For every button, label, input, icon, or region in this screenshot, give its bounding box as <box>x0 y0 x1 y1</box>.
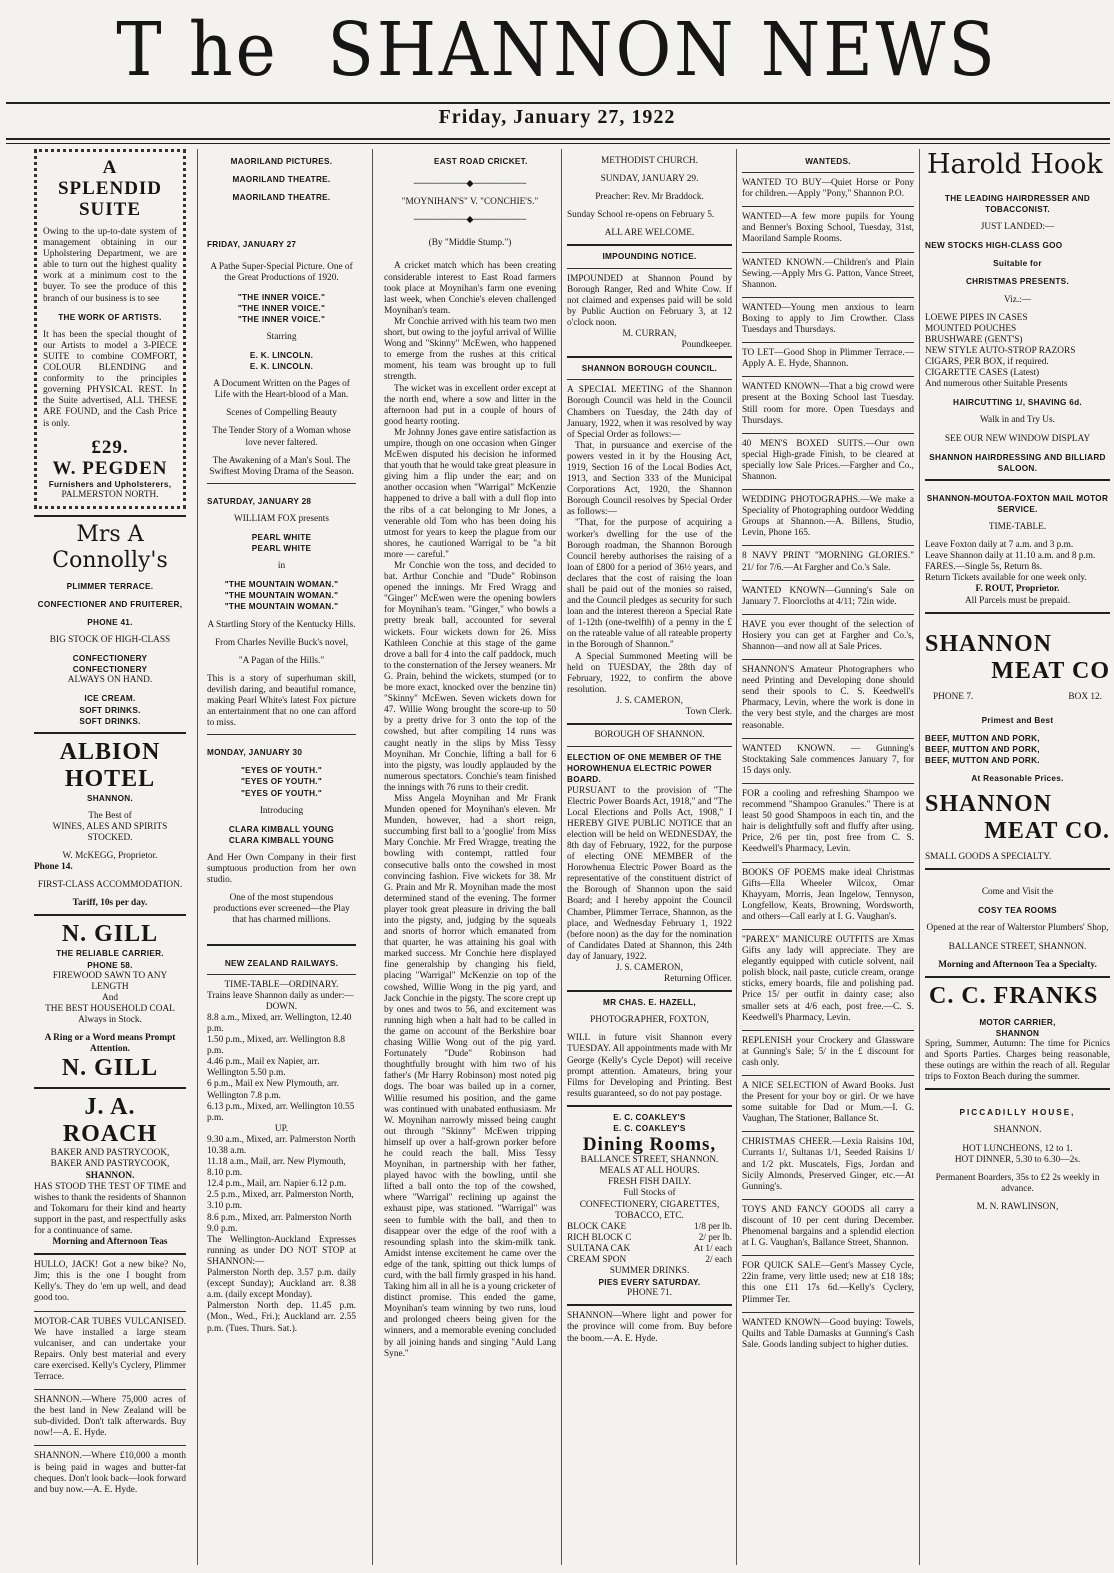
screening-text: This is a story of superhuman skill, devilish daring, and beautiful romance, making Pearl White's latest Fox picture an entertainment that no one can afford to miss. <box>207 673 356 729</box>
advert-body: Owing to the up-to-date system of management obtaining in our Upholstering Department, we are able to turn out the highest quality work at a minimum cost to the buyer. To see the produce of this branch of our business is to see <box>43 227 177 304</box>
wanted-advert: WANTED KNOWN—Gunning's Sale on January 7. Floorcloths at 4/11; 72in wide. <box>742 585 914 607</box>
picc-line: HOT LUNCHEONS, 12 to 1. <box>962 1143 1073 1154</box>
gill-line: A Ring or a Word means Prompt Attention. <box>44 1033 176 1055</box>
train-entry: 8.8 a.m., Mixed, arr. Wellington, 12.40 p.m. <box>207 1012 352 1034</box>
wanted-advert: WANTED KNOWN—That a big crowd were present at the Boxing School last Tuesday. Still room for more. Open Tuesdays and Thursdays. <box>742 382 914 426</box>
rule <box>742 342 914 343</box>
screening-text: A Pathe Super-Special Picture. One of the Great Productions of 1920. <box>210 262 353 284</box>
church-heading: METHODIST CHURCH. <box>601 156 698 166</box>
mail-heading: SHANNON-MOUTOA-FOXTON MAIL MOTOR SERVICE. <box>926 493 1109 514</box>
meat-line: BEEF, MUTTON AND PORK, <box>925 744 1040 754</box>
picc-line: HOT DINNER, 5.30 to 6.30—2s. <box>954 1154 1081 1165</box>
notice-body: That, in pursuance and exercise of the powers vested in it by the Housing Act, 1919, Section 16 of the Local Bodies Act, 1913, and Section 333 of the Municipal Corporations Act, 1920, the Shannon Borough Council resolves by Special Order as follows:— <box>567 440 732 518</box>
wanted-advert: TOYS AND FANCY GOODS all carry a discount of 10 per cent during December. Phenomenal bargains and a splendid election at I. G. Vaughan's, Ballance Street, Shannon. <box>742 1204 914 1249</box>
rule <box>742 545 914 546</box>
mail-line: All Parcels must be prepaid. <box>964 595 1071 606</box>
advert-town: PALMERSTON NORTH. <box>61 489 159 500</box>
small-advert: HULLO, JACK! Got a new bike? No, Jim; this is the one I bought from Kelly's. They do 'em up well, and dead good too. <box>34 1260 186 1304</box>
gill-line: PHONE 58. <box>87 960 133 970</box>
pegden-advert <box>34 149 186 509</box>
price-row: CREAM SPON 2/ each <box>567 1254 732 1265</box>
hook-item: LOEWE PIPES IN CASES <box>925 312 1028 323</box>
rule <box>925 612 1110 614</box>
meat-name: SHANNON <box>925 630 1053 657</box>
advert-line: CONFECTIONERY, CIGARETTES, TOBACCO, ETC. <box>579 1199 720 1221</box>
picc-line: M. N. RAWLINSON, <box>976 1201 1059 1212</box>
hook-line: Suitable for <box>993 259 1042 269</box>
hook-line: SEE OUR NEW WINDOW DISPLAY <box>944 433 1091 444</box>
mail-line: FARES.—Single 5s, Return 8s. <box>925 562 1043 573</box>
rule <box>34 1253 186 1255</box>
notice-signature: M. CURRAN, <box>622 329 677 340</box>
wanted-advert: "PAREX" MANICURE OUTFITS are Xmas Gifts any lady will appreciate. They are elegantly equipped with cuticle solvent, nail polish block, nail paste, cuticle cream, orange sticks, emery boards, file and polishing pad. Price 15/ per outfit in dainty case; also smaller sets at 4/6 each, post free.—C. S. Keedwell's Pharmacy, Levin. <box>742 934 914 1023</box>
advert-business-name: Dining Rooms, <box>582 1134 717 1156</box>
price-row: RICH BLOCK C 2/ per lb. <box>567 1232 732 1243</box>
rule <box>207 734 356 735</box>
film-star: PEARL WHITE <box>251 544 312 554</box>
train-entry: 9.30 a.m., Mixed, arr. Palmerston North 10.38 a.m. <box>207 1134 356 1156</box>
rule <box>567 1105 732 1107</box>
hook-line: JUST LANDED:— <box>980 222 1055 233</box>
advert-letter: A <box>102 157 118 178</box>
wanted-advert: BOOKS OF POEMS make ideal Christmas Gifts—Ella Wheeler Wilcox, Omar Khayyam, Morris, Jean Ingelow, Tennyson, Longfellow, Keats, Browning, Wordsworth, and others—Call early at I. G. Vaughan's. <box>742 867 914 922</box>
screening-text: Introducing <box>259 805 304 816</box>
hook-line: SHANNON HAIRDRESSING AND BILLIARD SALOON. <box>929 452 1106 473</box>
albion-line: WINES, ALES AND SPIRITS STOCKED. <box>52 821 168 843</box>
article-paragraph: Mr Conchie arrived with his team two men short, but owing to the joyful arrival of Willie Wong and "Skinny" McEwen, who happened to emerge from the rushes at this critical moment, his team was brought up to full strength. <box>384 316 556 383</box>
advert-body: WILL in future visit Shannon every TUESDAY. All appointments made with Mr George (Kelly's Cycle Depot) will receive prompt attention. Amateurs, bring your Films for Developing and Printing. Best results guaranteed, so do not pay postage. <box>567 1033 732 1099</box>
church-text: ALL ARE WELCOME. <box>604 228 695 239</box>
rule <box>742 862 914 863</box>
meat-phone: PHONE 7. <box>933 691 974 702</box>
meat-name: MEAT CO. <box>984 818 1110 845</box>
advert-heading: E. C. COAKLEY'S <box>613 1124 686 1134</box>
advert-line: MEALS AT ALL HOURS. <box>599 1166 700 1177</box>
advert-headline: SUITE <box>78 199 142 220</box>
article-paragraph: Mr Conchie won the toss, and decided to bat. Arthur Conchie and "Dude" Robinson opened the innings. Mr Fred Wragg and "Ginger" McEwen were the opening bowlers for Moynihan's team. "Ginger," who bowls a pretty break ball, accounted for several wickets. Four wickets down for 26. Miss Kathleen Conchie at this stage of the game drove a ball for 4 into the calf paddock, much to the consternation of the Jersey weaners. Mr G. Prain, behind the wickets, stumped (or to be more exact, knocked over the benzine tin) "Skinny" McEwen. Seven wickets down for 47. Willie Wong brought the score-up to 50 by a pretty drive for 3 onto the top of the cowshed, but after compiling 14 runs was caught neatly in the slips by Miss Tessy Moynihan. Mr Conchie, lifting a ball for 6 into the pigsty, was loudly applauded by the numerous spectators. Conchie's team finished the innings with 76 runs to their credit. <box>384 561 556 793</box>
film-title: "EYES OF YOUTH." <box>240 766 323 776</box>
rule <box>925 479 1110 481</box>
gill-line: THE BEST HOUSEHOLD COAL <box>45 1003 175 1014</box>
connolly-line: SOFT DRINKS. <box>79 705 141 715</box>
train-entry: 4.46 p.m., Mail ex Napier, arr. Wellington 5.50 p.m. <box>207 1057 320 1079</box>
rule <box>207 483 356 484</box>
meat-line: Primest and Best <box>981 715 1054 725</box>
church-text: Sunday School re-opens on February 5. <box>567 210 715 221</box>
column-divider <box>919 149 920 1565</box>
meat-line: BEEF, MUTTON AND PORK. <box>925 756 1040 765</box>
franks-line: MOTOR CARRIER, <box>979 1017 1056 1027</box>
rule <box>567 268 732 269</box>
rule <box>742 614 914 615</box>
notice-body: A Special Summoned Meeting will be held on TUESDAY, the 28th day of February, 1922, to confirm the above resolution. <box>567 651 732 695</box>
mail-line: Leave Shannon daily at 11.10 a.m. and 8 p.m. <box>925 551 1096 562</box>
meat-line: SMALL GOODS A SPECIALTY. <box>925 852 1052 863</box>
film-title: "EYES OF YOUTH." <box>240 777 323 787</box>
advert-headline: SPLENDID <box>57 178 163 199</box>
masthead <box>0 0 1114 102</box>
meat-line: BEEF, MUTTON AND PORK, <box>925 733 1040 743</box>
tea-line: Opened at the rear of Walterstor Plumbers' Shop, <box>926 923 1109 934</box>
connolly-line: CONFECTIONERY <box>72 654 148 664</box>
small-advert: MOTOR-CAR TUBES VULCANISED. We have installed a large steam vulcaniser, and can undertake your Repairs. Only best material and every care exercised. Kelly's Cyclery, Plimmer Terrace. <box>34 1316 186 1382</box>
wanted-advert: 40 MEN'S BOXED SUITS.—Our own special High-grade Finish, to be cleared at specially low Sale Prices.—Fargher and Co., Shannon. <box>742 438 914 482</box>
mail-line: TIME-TABLE. <box>988 521 1047 532</box>
rule <box>742 489 914 490</box>
screening-text: Starring <box>266 331 297 342</box>
article-heading: EAST ROAD CRICKET. <box>434 157 528 166</box>
rule <box>742 172 914 173</box>
wanted-advert: WANTED—A few more pupils for Young and Benner's Boxing School, Tuesday, 31st, Maoriland Sample Rooms. <box>742 212 914 245</box>
hook-name: Harold Hook <box>927 149 1103 180</box>
rule <box>742 252 914 253</box>
wanteds-heading: WANTEDS. <box>805 157 851 166</box>
small-advert: SHANNON.—Where £10,000 a month is being paid in wages and butter-fat cheques. Don't look back—look forward and buy now.—A. E. Hyde. <box>34 1451 186 1495</box>
hook-line: HAIRCUTTING 1/, SHAVING 6d. <box>953 398 1082 408</box>
notice-signature: Poundkeeper. <box>681 340 732 351</box>
advert-trade: Furnishers and Upholsterers, <box>48 479 172 489</box>
cinema-heading: MAORILAND THEATRE. <box>232 193 331 203</box>
wanted-advert: HAVE you ever thought of the selection of Hosiery you can get at Fargher and Co.'s, Shannon—and now all at Sale Prices. <box>742 619 914 652</box>
cinema-heading: MAORILAND PICTURES. <box>230 157 333 166</box>
hook-line: Viz.:— <box>1003 294 1032 305</box>
advert-price: £29. <box>91 436 129 458</box>
gill-line: FIREWOOD SAWN TO ANY LENGTH <box>52 970 168 992</box>
railways-subheading: TIME-TABLE—ORDINARY. <box>224 979 339 990</box>
albion-tariff: Tariff, 10s per day. <box>72 898 148 909</box>
albion-line: The Best of <box>88 810 132 821</box>
advert-subheading: PHOTOGRAPHER, FOXTON, <box>590 1015 709 1026</box>
wanted-advert: FOR QUICK SALE—Gent's Massey Cycle, 22in frame, very little used; new at £18 18s; this one £11 17s 6d.—Kelly's Cyclery, Plimmer Ter. <box>742 1261 914 1305</box>
film-title: "THE INNER VOICE." <box>237 303 326 313</box>
railways-text: The Wellington-Auckland Expresses running as under DO NOT STOP at SHANNON:— <box>207 1234 356 1267</box>
roach-trade: BAKER AND PASTRYCOOK, <box>50 1148 170 1159</box>
rule <box>742 738 914 739</box>
notice-heading: ELECTION OF ONE MEMBER OF THE HOROWHENUA ELECTRIC POWER BOARD. <box>567 753 722 785</box>
advert-heading: MR CHAS. E. HAZELL, <box>602 998 697 1008</box>
screening-day: FRIDAY, JANUARY 27 <box>207 240 297 250</box>
rule <box>207 944 356 946</box>
screening-text: The Tender Story of a Woman whose love never faltered. <box>212 426 351 448</box>
railways-heading: NEW ZEALAND RAILWAYS. <box>224 958 339 968</box>
notice-signature: Returning Officer. <box>664 974 732 985</box>
rule <box>742 206 914 207</box>
rule <box>742 1030 914 1031</box>
rule <box>742 297 914 298</box>
church-preacher: Preacher: Rev. Mr Braddock. <box>595 192 704 203</box>
hook-item: CIGARETTE CASES (Latest) <box>925 368 1040 379</box>
price-row: BLOCK CAKE 1/8 per lb. <box>567 1221 732 1232</box>
screening-text: One of the most stupendous productions ever screened—the Play that has charmed millions. <box>213 893 350 926</box>
dateline-rule-thin <box>6 143 1110 144</box>
rule <box>567 990 732 992</box>
hook-item: And numerous other Suitable Presents <box>925 379 1068 390</box>
notice-signature: J. S. CAMERON, <box>616 695 683 706</box>
film-title: "THE MOUNTAIN WOMAN." <box>224 602 339 612</box>
column-4 <box>563 149 736 1565</box>
rule <box>34 1087 186 1089</box>
rule <box>207 974 356 975</box>
train-entry: 11.18 a.m., Mail, arr. New Plymouth, 8.10 p.m. <box>207 1157 346 1179</box>
mail-line: Leave Foxton daily at 7 a.m. and 3 p.m. <box>925 540 1074 551</box>
column-divider <box>736 149 737 1565</box>
connolly-phone: PHONE 41. <box>87 617 133 627</box>
notice-heading: SHANNON BOROUGH COUNCIL. <box>581 364 718 374</box>
hook-line: NEW STOCKS HIGH-CLASS GOO <box>925 241 1063 251</box>
wanted-advert: WEDDING PHOTOGRAPHS.—We make a Speciality of Photographing outdoor Wedding Groups at Shannon.—A. Billens, Studio, Levin, Phone 165. <box>742 495 914 539</box>
rule <box>34 1389 186 1390</box>
wanted-advert: WANTED—Young men anxious to learn Boxing to apply to Jim Crowther. Class Tuesdays and Thursdays. <box>742 302 914 336</box>
meat-contact <box>925 692 1110 703</box>
rule <box>567 244 732 246</box>
screening-text: Scenes of Compelling Beauty <box>226 408 337 419</box>
train-entry: 8.6 p.m., Mixed, arr. Palmerston North 9.0 p.m. <box>207 1212 352 1234</box>
gill-line: Always in Stock. <box>78 1015 142 1026</box>
screening-text: in <box>277 561 286 572</box>
wanted-advert: A NICE SELECTION of Award Books. Just the Present for your boy or girl. Or we have some suitable for Dad or Mum.—I. G. Vaughan, The Stationer, Ballance St. <box>742 1081 914 1125</box>
meat-line: At Reasonable Prices. <box>971 774 1064 784</box>
rule <box>742 1199 914 1200</box>
advert-phone: PHONE 71. <box>627 1288 672 1299</box>
column-1 <box>30 149 190 1565</box>
advert-line: FRESH FISH DAILY. <box>608 1177 691 1188</box>
gill-line: And <box>101 992 118 1003</box>
mail-line: F. ROUT, Proprietor. <box>975 584 1060 595</box>
notice-signature: Town Clerk. <box>685 707 732 718</box>
wanted-advert: FOR a cooling and refreshing Shampoo we recommend "Shampoo Granules." There is at least 50 good Shampoos in each tin, and the hair is delightfully soft and fluffy after using. Price, 2/6 per tin, post free from C. S. Keedwell's Pharmacy, Levin. <box>742 788 914 855</box>
hook-line: CHRISTMAS PRESENTS. <box>965 277 1070 287</box>
notice-signature: J. S. CAMERON, <box>616 963 683 973</box>
wanted-advert: WANTED KNOWN—Good buying: Towels, Quilts and Table Damasks at Gunning's Cash Sale. Goods landing subject to higher duties. <box>742 1317 914 1350</box>
roach-name: J. A. ROACH <box>62 1094 158 1148</box>
wanted-advert: SHANNON'S Amateur Photographers who need Printing and Developing done should send their spools to C. S. Keedwell's Pharmacy, Levin, where the work is done in the very best style, and the charges are most reasonable. <box>742 665 914 731</box>
title-the: T he <box>116 7 279 93</box>
railways-direction: DOWN. <box>265 1001 298 1012</box>
rule <box>925 868 1110 870</box>
train-entry: 12.4 p.m., Mail, arr. Napier 6.12 p.m. <box>207 1179 347 1190</box>
advert-line: PIES EVERY SATURDAY. <box>598 1278 701 1288</box>
franks-line: SHANNON <box>995 1028 1040 1038</box>
small-advert: SHANNON—Where light and power for the province will come from. Buy before the boom.—A. E. Hyde. <box>567 1311 732 1344</box>
hook-trade: THE LEADING HAIRDRESSER AND TOBACCONIST. <box>944 194 1091 215</box>
column-2 <box>203 149 360 1565</box>
connolly-stock: BIG STOCK OF HIGH-CLASS <box>49 635 171 646</box>
wanted-advert: WANTED KNOWN. — Gunning's Stocktaking Sale commences January 7, for 15 days only. <box>742 743 914 776</box>
newspaper-title <box>45 0 1070 100</box>
picc-line: SHANNON. <box>993 1125 1042 1136</box>
church-date: SUNDAY, JANUARY 29. <box>600 174 699 185</box>
tea-line: Morning and Afternoon Tea a Specialty. <box>938 959 1097 970</box>
article-paragraph: Miss Angela Moynihan and Mr Frank Munden opened for Moynihan's eleven. Mr Munden, however, had a short reign, succumbing first ball to a 'googlie' from Miss Mary Conchie. Mr Fred Wragge, treating the bowling with contempt, rattled four consecutive balls onto the cowshed in most convincing fashion. Five wickets for 38. Mr G. Prain and Mr R. Moynihan made the most determined stand of the evening. The former player took great pleasure in driving the ball into the pigsty, and, judging by the squeals and snorts of horror which emanated from that quarter, he was attaining his goal with marked success. Mr Conchie here displayed fine generalship by changing his field, placing "Warrigal" McKenzie on top of the cowshed, Willie Wong in the pig yard, and Jack Conchie in the pigsty. The score crept up by ones and twos to 56, and excitement was running high when a halt had to be called in the game on account of the Berkshire boar chasing Willie Wong out of the pig yard. Fortunately "Dude" Robinson had thoughtfully brought with him two of his father's (Mr Harry Robinson) most noted pig dogs. The boar was bailed up in a corner, Willie resumed his position, and the game was continued with unabated enthusiasm. Mr W. Moynihan narrowly missed being caught out through "Skinny" McEwen tripping himself up over a half-grown porker before he could reach the ball. Miss Tessy Moynihan, in partnership with her father, played havoc with the bowling, until she lifted a ball onto the top of the cowshed, where "Warrigal" reclining up against the exhaust pipe, was stationed. "Warrigal" was seen to fumble with the ball, and then to disappear over the edge of the roof with a resounding splash into the skim-milk tank. Amidst intense excitement he came over the edge of the tank, spitting out thick lumps of curd, with the ball firmly grasped in his hand. Taking him all in all he is a young cricketer of distinct promise. This ended the game, Moynihan's team winning by two runs, loud and prolonged cheers being given for the winners, and a memorable evening concluded by all joining hands and singing "Auld Lang Syne." <box>384 793 556 1359</box>
tea-line: Come and Visit the <box>981 887 1054 898</box>
masthead-rule <box>6 102 1110 104</box>
meat-name: MEAT CO <box>991 657 1110 684</box>
notice-body: IMPOUNDED at Shannon Pound by Borough Ranger, Red and White Cow. If not claimed and expenses paid will be sold by Public Auction on February 3, at 12 o'clock noon. <box>567 273 732 328</box>
film-title: "THE INNER VOICE." <box>237 314 326 324</box>
film-title: "EYES OF YOUTH." <box>240 788 323 798</box>
hook-item: MOUNTED POUCHES <box>925 323 1017 334</box>
roach-town: SHANNON. <box>85 1170 135 1181</box>
franks-body: Spring, Summer, Autumn: The time for Picnics and Sports Parties. Charges being reasonable, these outings are within the reach of all. Regular trips to Foxton Beach during the summer. <box>925 1038 1110 1083</box>
advert-line: SUMMER DRINKS. <box>609 1266 690 1277</box>
column-divider <box>561 149 562 1565</box>
screening-text: "A Pagan of the Hills." <box>238 655 325 666</box>
title-name: SHANNON NEWS <box>327 7 998 93</box>
connolly-trade: CONFECTIONER AND FRUITERER, <box>37 599 183 609</box>
rule <box>567 746 732 747</box>
train-entry: Palmerston North dep. 11.45 p.m. (Mon., Wed., Fri.); Auckland arr. 2.55 p.m. (Tues. Thurs. Sat.). <box>207 1301 356 1334</box>
ornament-rule: ────────◆──────── <box>413 179 527 190</box>
gill-line: THE RELIABLE CARRIER. <box>56 949 164 959</box>
screening-text: A Document Written on the Pages of Life with the Heart-blood of a Man. <box>213 379 350 401</box>
column-divider <box>197 149 198 1565</box>
train-entry: 1.50 p.m., Mixed, arr. Wellington 8.8 p.m. <box>207 1035 346 1057</box>
rule <box>34 732 186 734</box>
notice-body: A SPECIAL MEETING of the Shannon Borough Council was held in the Council Chambers on Tuesday, the 24th day of January, 1922, when it was resolved by way of Special Order as follows:— <box>567 385 732 440</box>
notice-body: PURSUANT to the provision of "The Electric Power Boards Act, 1918," and "The Local Elections and Polls Act, 1908," I HEREBY GIVE PUBLIC NOTICE that an election will be held on WEDNESDAY, the 8th day of February, 1922, for the purpose of electing ONE MEMBER of the Horowhenua Electric Power Board as the representative of the constituent district of the Borough of Shannon upon the said Board; and I hereby appoint the Council Chamber, Plimmer Terrace, Shannon, as the place, and Wednesday February 1, 1922 (before noon) as the day for the nomination of Candidates Dated at Shannon, this 24th day of January, 1922. <box>567 785 732 962</box>
rule <box>742 783 914 784</box>
connolly-line: CONFECTIONERY <box>72 665 148 675</box>
film-title: "THE MOUNTAIN WOMAN." <box>224 580 339 590</box>
connolly-line: ALWAYS ON HAND. <box>67 675 153 686</box>
rule <box>34 1445 186 1446</box>
wanted-advert: WANTED KNOWN.—Children's and Plain Sewing.—Apply Mrs G. Patton, Vance Street, Shannon. <box>742 257 914 290</box>
wanted-advert: 8 NAVY PRINT "MORNING GLORIES." 21/ for 7/6.—At Fargher and Co.'s Sale. <box>742 551 914 573</box>
notice-heading: IMPOUNDING NOTICE. <box>602 252 697 262</box>
albion-name: ALBION HOTEL <box>59 738 161 792</box>
train-entry: 2.5 p.m., Mixed, arr. Palmerston North, 3.10 p.m. <box>207 1190 354 1212</box>
screening-text: And Her Own Company in their first sumptuous production from her own studio. <box>207 852 356 886</box>
connolly-name: Mrs A Connolly's <box>52 521 168 573</box>
meat-name: SHANNON <box>925 791 1053 818</box>
rule <box>742 1312 914 1313</box>
advert-address: BALLANCE STREET, SHANNON. <box>580 1155 719 1166</box>
notice-heading: BOROUGH OF SHANNON. <box>594 730 705 741</box>
article-byline: (By "Middle Stump.") <box>428 238 512 249</box>
rule <box>34 515 186 517</box>
albion-proprietor: W. McKEGG, Proprietor. <box>62 851 158 862</box>
advert-subheading: THE WORK OF ARTISTS. <box>58 312 162 322</box>
rule <box>567 356 732 358</box>
column-6 <box>921 149 1114 1565</box>
tea-name: COSY TEA ROOMS <box>978 906 1057 916</box>
roach-trade: BAKER AND PASTRYCOOK, <box>50 1159 170 1170</box>
article-title: "MOYNIHAN'S" V. "CONCHIE'S." <box>401 197 539 208</box>
hook-item: NEW STYLE AUTO-STROP RAZORS <box>925 345 1076 356</box>
rule <box>567 379 732 380</box>
screening-day: MONDAY, JANUARY 30 <box>207 748 303 758</box>
train-entry: 6 p.m., Mail ex New Plymouth, arr. Wellington 7.8 p.m. <box>207 1079 339 1101</box>
picc-name: PICCADILLY HOUSE, <box>959 1108 1076 1118</box>
film-star: E. K. LINCOLN. <box>249 350 314 360</box>
wanted-advert: CHRISTMAS CHEER.—Lexia Raisins 10d, Currants 1/, Sultanas 1/1, Seeded Raisins 1/ and 1/2 pkt. Muscatels, Figs, Jordan and Sicily Almonds, Preserved Ginger, etc.—At Gunning's. <box>742 1137 914 1192</box>
article-paragraph: Mr Johnny Jones gave entire satisfaction as umpire, though on one occasion when Ginger McEwen disputed his decision he informed that youth that he would take great pleasure in giving him a flip under the ear; and on another occasion when "Warrigal" McKenzie happened to drive a ball with a dull flop into the ribs of a cat belonging to Mr Jones, a venerable old Tom who has been doing his utmost for years to keep the plague from our shores, he cautioned Warrigal to be "a bit more — careful." <box>384 427 556 560</box>
connolly-street: PLIMMER TERRACE. <box>66 581 154 591</box>
price-row: SULTANA CAK At 1/ each <box>567 1243 732 1254</box>
column-5 <box>738 149 918 1565</box>
railways-text: Trains leave Shannon daily as under:— <box>207 990 354 1001</box>
gill-name: N. GILL <box>61 921 159 948</box>
rule <box>567 1304 732 1306</box>
rule <box>925 1088 1110 1090</box>
screening-text: A Startling Story of the Kentucky Hills. <box>207 619 356 630</box>
screening-text: The Awakening of a Man's Soul. The Swiftest Moving Drama of the Season. <box>209 455 354 477</box>
film-title: "THE INNER VOICE." <box>237 292 326 302</box>
wanted-advert: TO LET—Good Shop in Plimmer Terrace.—Apply A. E. Hyde, Shannon. <box>742 348 914 370</box>
advert-business-name: W. PEGDEN <box>52 457 168 479</box>
rule <box>742 929 914 930</box>
rule <box>567 723 732 725</box>
tea-line: BALLANCE STREET, SHANNON. <box>948 941 1087 952</box>
dateline-rule <box>6 138 1110 140</box>
roach-body: HAS STOOD THE TEST OF TIME and wishes to thank the residents of Shannon and Tokomaru for their kind and hearty support in the past, and respectfully asks for a continuance of same. <box>34 1181 186 1236</box>
screening-text: From Charles Neville Buck's novel, <box>214 637 349 648</box>
film-star: CLARA KIMBALL YOUNG <box>228 824 335 834</box>
article-paragraph: The wicket was in excellent order except at the north end, where a sow and litter in the afternoon had put in a couple of hours of good hearty rooting. <box>384 383 556 427</box>
dateline: Friday, January 27, 1922 <box>438 106 676 128</box>
advert-heading: E. C. COAKLEY'S <box>613 1112 686 1122</box>
rule <box>742 1075 914 1076</box>
film-star: PEARL WHITE <box>251 532 312 542</box>
rule <box>742 580 914 581</box>
rule <box>742 376 914 377</box>
film-star: CLARA KIMBALL YOUNG <box>228 835 335 845</box>
rule <box>742 433 914 434</box>
hook-item: CIGARS, PER BOX, if required. <box>925 357 1049 368</box>
hook-line: Walk in and Try Us. <box>980 415 1055 426</box>
wanted-advert: REPLENISH your Crockery and Glassware at Gunning's Sale; 5/ in the £ discount for cash only. <box>742 1035 914 1068</box>
advert-body: It has been the special thought of our Artists to model a 3-PIECE SUITE to combine COMFORT, COLOUR BLENDING and conformity to the principles governing PHYSICAL REST. In the Suite advertised, ALL THESE ARE FOUND, and the Cash Price is only. <box>43 329 177 429</box>
small-advert: SHANNON.—Where 75,000 acres of the best land in New Zealand will be sub-divided. Don't talk afterwards. Buy now!—A. E. Hyde. <box>34 1395 186 1439</box>
advert-line: Full Stocks of <box>623 1188 676 1199</box>
article-paragraph: A cricket match which has been creating considerable interest to East Road farmers took place at Moynihan's farm one evening last week, when Conchie's eleven challenged Moynihan's team. <box>384 261 556 316</box>
picc-line: Permanent Boarders, 35s to £2 2s weekly in advance. <box>935 1172 1100 1194</box>
meat-box: BOX 12. <box>1068 691 1102 702</box>
screening-day: SATURDAY, JANUARY 28 <box>207 496 312 506</box>
film-star: E. K. LINCOLN. <box>249 362 314 372</box>
railways-direction: UP. <box>274 1123 289 1134</box>
notice-body: "That, for the purpose of acquiring a worker's dwelling for the use of the Borough roadman, the Shannon Borough Council hereby authorises the raising of a loan of £800 for a period of 36½ years, and declares that the cost of raising the loan shall be paid out of the monies so raised, and the Council pledges as security for such loan and the interest thereon a Special Rate of 1-12th (one-twelfth) of a penny in the £ on the rateable value of all rateable property in the Borough of Shannon." <box>567 518 732 651</box>
albion-town: SHANNON. <box>86 793 134 803</box>
screening-text: WILLIAM FOX presents <box>233 513 330 524</box>
roach-teas: Morning and Afternoon Teas <box>52 1237 168 1248</box>
rule <box>34 914 186 916</box>
rule <box>925 976 1110 978</box>
train-entry: Palmerston North dep. 3.57 p.m. daily (except Sunday); Auckland arr. 8.38 a.m. (daily except Monday). <box>207 1268 356 1301</box>
connolly-line: SOFT DRINKS. <box>79 716 141 726</box>
column-3 <box>380 149 560 1565</box>
rule <box>742 1255 914 1256</box>
rule <box>742 659 914 660</box>
wanted-advert: WANTED TO BUY—Quiet Horse or Pony for children.—Apply "Pony," Shannon P.O. <box>742 178 914 200</box>
albion-phone: Phone 14. <box>34 862 73 873</box>
train-entry: 6.13 p.m., Mixed, arr. Wellington 10.55 p.m. <box>207 1101 355 1123</box>
column-divider <box>372 149 373 1565</box>
gill-name: N. GILL <box>61 1055 159 1082</box>
film-title: "THE MOUNTAIN WOMAN." <box>224 591 339 601</box>
mail-line: Return Tickets available for one week only. <box>925 573 1087 584</box>
albion-line: FIRST-CLASS ACCOMMODATION. <box>37 880 183 891</box>
connolly-line: ICE CREAM. <box>84 694 136 704</box>
rule <box>34 1311 186 1312</box>
ornament-rule: ────────◆──────── <box>413 215 527 226</box>
cinema-heading: MAORILAND THEATRE. <box>232 175 331 185</box>
franks-name: C. C. FRANKS <box>929 982 1099 1009</box>
hook-item: BRUSHWARE (GENT'S) <box>925 334 1023 345</box>
rule <box>742 1131 914 1132</box>
